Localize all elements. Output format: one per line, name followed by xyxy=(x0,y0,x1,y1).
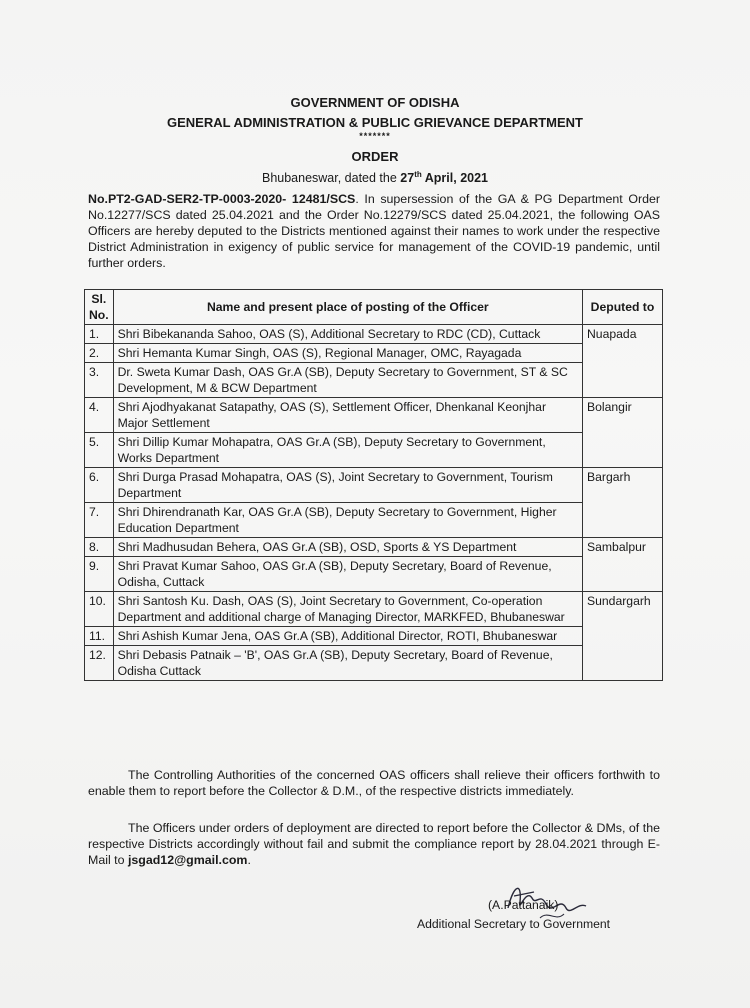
email-address: jsgad12@gmail.com xyxy=(127,853,248,867)
department-heading: GENERAL ADMINISTRATION & PUBLIC GRIEVANCE DEPARTMENT xyxy=(166,115,583,130)
row-officer: Shri Madhusudan Behera, OAS Gr.A (SB), OSD, Sports & YS Department xyxy=(113,538,582,557)
row-sl: 5. xyxy=(85,433,114,468)
signatory-designation: Additional Secretary to Government xyxy=(417,917,611,931)
row-sl: 1. xyxy=(85,325,114,344)
table-row xyxy=(85,325,663,344)
row-officer: Shri Durga Prasad Mohapatra, OAS (S), Joint Secretary to Government, Tourism Department xyxy=(113,468,582,503)
header-name: Name and present place of posting of the Officer xyxy=(113,290,582,325)
table-row xyxy=(85,363,663,398)
row-officer: Shri Pravat Kumar Sahoo, OAS Gr.A (SB), Deputy Secretary, Board of Revenue, Odisha, Cuttack xyxy=(113,557,582,592)
table-row xyxy=(85,433,663,468)
district-bargarh: Bargarh xyxy=(583,468,663,538)
header-sl-no: Sl. No. xyxy=(85,290,114,325)
row-officer: Shri Hemanta Kumar Singh, OAS (S), Regional Manager, OMC, Rayagada xyxy=(113,344,582,363)
header-deputed-to: Deputed to xyxy=(583,290,663,325)
order-title: ORDER xyxy=(351,149,399,164)
district-nuapada: Nuapada xyxy=(583,325,663,398)
table-row xyxy=(85,646,663,681)
district-bolangir: Bolangir xyxy=(583,398,663,468)
table-row xyxy=(85,344,663,363)
row-sl: 3. xyxy=(85,363,114,398)
dateline xyxy=(0,170,750,185)
relieve-paragraph xyxy=(88,767,660,799)
table-header-row xyxy=(85,290,663,325)
row-officer: Shri Dillip Kumar Mohapatra, OAS Gr.A (SB), Deputy Secretary to Government, Works Department xyxy=(113,433,582,468)
row-officer: Shri Dhirendranath Kar, OAS Gr.A (SB), Deputy Secretary to Government, Higher Education Department xyxy=(113,503,582,538)
government-heading: GOVERNMENT OF ODISHA xyxy=(290,95,460,110)
row-sl: 7. xyxy=(85,503,114,538)
table-row xyxy=(85,627,663,646)
compliance-text: The Officers under orders of deployment are directed to report before the Collector & DMs, of the respective Districts accordingly without fail and submit the compliance report by 28.04.2021 through E-Mail to xyxy=(88,821,660,867)
row-officer: Shri Ajodhyakanat Satapathy, OAS (S), Settlement Officer, Dhenkanal Keonjhar Major Settlement xyxy=(113,398,582,433)
intro-paragraph xyxy=(88,191,660,271)
row-sl: 8. xyxy=(85,538,114,557)
compliance-paragraph xyxy=(88,820,660,868)
row-sl: 4. xyxy=(85,398,114,433)
row-sl: 9. xyxy=(85,557,114,592)
row-officer: Shri Debasis Patnaik – 'B', OAS Gr.A (SB), Deputy Secretary, Board of Revenue, Odisha Cuttack xyxy=(113,646,582,681)
row-sl: 6. xyxy=(85,468,114,503)
district-sambalpur: Sambalpur xyxy=(583,538,663,592)
table-row xyxy=(85,468,663,503)
dateline-month-year: April, 2021 xyxy=(421,171,489,186)
dateline-day-suffix: th xyxy=(414,170,422,179)
relieve-text: The Controlling Authorities of the concerned OAS officers shall relieve their officers forthwith to enable them to report before the Collector & D.M., of the respective districts immediately. xyxy=(88,768,660,798)
table-row xyxy=(85,557,663,592)
table-row xyxy=(85,503,663,538)
table-row xyxy=(85,592,663,627)
row-officer: Shri Santosh Ku. Dash, OAS (S), Joint Secretary to Government, Co-operation Department and additional charge of Managing Director, MARKFED, Bhubaneswar xyxy=(113,592,582,627)
dateline-day: 27 xyxy=(400,171,415,186)
row-officer: Dr. Sweta Kumar Dash, OAS Gr.A (SB), Deputy Secretary to Government, ST & SC Development, M & BCW Department xyxy=(113,363,582,398)
intro-text: . In supersession of the GA & PG Department Order No.12277/SCS dated 25.04.2021 and the Order No.12279/SCS dated 25.04.2021, the following OAS Officers are hereby deputed to the Districts mentioned against their names to work under the respective District Administration in exigency of public service for management of the COVID-19 pandemic, until further orders. xyxy=(88,192,661,270)
district-sundargarh: Sundargarh xyxy=(583,592,663,681)
officers-table xyxy=(84,289,663,681)
order-number: No.PT2-GAD-SER2-TP-0003-2020- 12481/SCS xyxy=(88,192,356,206)
row-sl: 12. xyxy=(85,646,114,681)
signatory-name: (A.Pattanaik) xyxy=(488,898,559,912)
row-officer: Shri Bibekananda Sahoo, OAS (S), Additional Secretary to RDC (CD), Cuttack xyxy=(113,325,582,344)
compliance-end: . xyxy=(247,853,251,867)
row-officer: Shri Ashish Kumar Jena, OAS Gr.A (SB), Additional Director, ROTI, Bhubaneswar xyxy=(113,627,582,646)
table-row xyxy=(85,538,663,557)
row-sl: 2. xyxy=(85,344,114,363)
row-sl: 11. xyxy=(85,627,114,646)
dateline-prefix: Bhubaneswar, dated the xyxy=(261,171,401,186)
row-sl: 10. xyxy=(85,592,114,627)
separator-stars: ******* xyxy=(359,131,391,141)
table-row xyxy=(85,398,663,433)
